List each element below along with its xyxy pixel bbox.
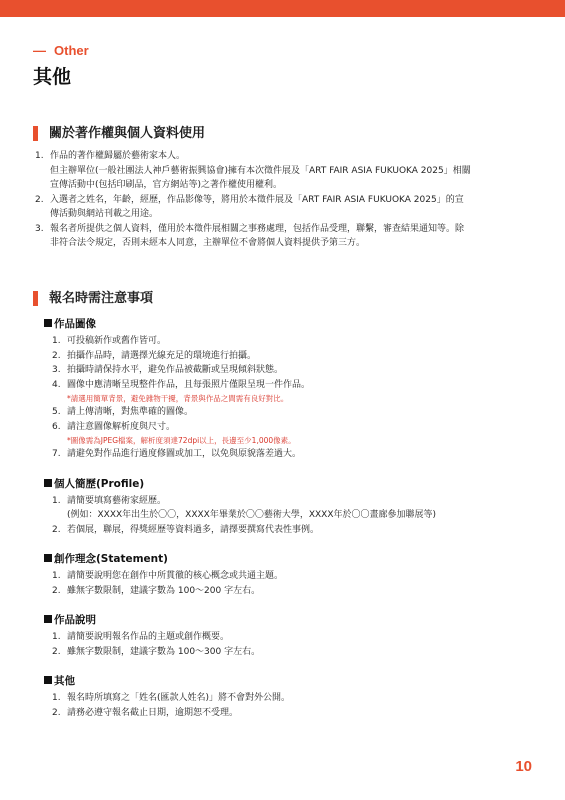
subsection-heading: [44, 316, 543, 332]
list-item: [50, 378, 543, 406]
list-item: [50, 420, 543, 448]
profile-list: [50, 494, 543, 538]
item-number: 2.: [52, 646, 61, 657]
square-bullet-icon: [44, 615, 52, 623]
copyright-section: [33, 125, 543, 251]
item-note: *請選用簡單背景，避免雜物干擾，背景與作品之間需有良好對比。: [67, 394, 289, 403]
description-subsection: [33, 612, 543, 659]
square-bullet-icon: [44, 479, 52, 487]
item-text: 請簡要說明報名作品的主題或創作概要。: [67, 632, 230, 642]
list-item: [50, 363, 543, 378]
notes-title-text: 報名時需注意事項: [49, 291, 154, 306]
other-subsection: [33, 673, 543, 720]
subsection-heading: [44, 476, 543, 492]
item-text: 圖像中應清晰呈現整件作品，且每張照片僅限呈現一件作品。: [67, 379, 311, 390]
list-item: [33, 222, 543, 251]
copyright-title-text: 關於著作權與個人資料使用: [49, 126, 206, 141]
item-number: 1.: [52, 632, 61, 642]
list-item: [50, 645, 543, 660]
list-item: [50, 523, 543, 538]
subsection-heading-text: 作品圖像: [54, 318, 96, 330]
item-text: 請注意圖像解析度與尺寸。: [67, 421, 176, 432]
other-list: [50, 691, 543, 720]
item-text: 拍攝時請保持水平，避免作品被截斷或呈現傾斜狀態。: [67, 365, 284, 375]
list-item: [50, 447, 543, 462]
item-text: 請上傳清晰，對焦準確的圖像。: [67, 407, 194, 417]
item-number: 2.: [52, 524, 61, 535]
profile-subsection: [33, 476, 543, 538]
item-text: 宣傳活動中(包括印刷品，官方網站等)之著作權使用權利。: [50, 180, 283, 190]
item-text: 請務必遵守報名截止日期，逾期恕不受理。: [67, 707, 239, 718]
item-text: 雖無字數限制，建議字數為 100～200 字左右。: [67, 585, 261, 596]
item-number: 2.: [52, 585, 61, 596]
item-number: 7.: [52, 449, 61, 459]
item-number: 4.: [52, 379, 61, 390]
description-list: [50, 630, 543, 659]
list-item: [50, 569, 543, 584]
item-number: 1.: [35, 151, 44, 161]
images-list: [50, 334, 543, 462]
item-text: 非符合法令規定，否則未經本人同意，主辦單位不會將個人資料提供予第三方。: [50, 238, 366, 248]
item-text: 報名者所提供之個人資料，僅用於本徵件展相關之事務處理，包括作品受理，聯繫，審查結果通知等。除: [50, 223, 465, 234]
item-number: 3.: [52, 365, 61, 375]
item-text: 報名時所填寫之「姓名(匯款人姓名)」將不會對外公開。: [67, 693, 291, 703]
item-text: 若個展，聯展，得獎經歷等資料過多，請擇要撰寫代表性事例。: [67, 524, 320, 535]
list-item: [33, 149, 543, 193]
subsection-heading-text: 個人簡歷(Profile): [54, 477, 145, 490]
item-text: 作品的著作權歸屬於藝術家本人。: [50, 151, 186, 161]
subsection-heading-text: 作品說明: [54, 614, 96, 626]
section-bar: [33, 291, 38, 306]
item-text: (例如：XXXX年出生於〇〇，XXXX年畢業於〇〇藝術大學，XXXX年於〇〇畫廊參加聯展等): [67, 510, 437, 520]
item-number: 1.: [52, 495, 61, 506]
subsection-heading: [44, 612, 543, 628]
subsection-heading: [44, 551, 543, 567]
list-item: [50, 405, 543, 420]
page-number: 10: [515, 758, 532, 775]
item-text: 請簡要說明您在創作中所貫徹的核心概念或共通主題。: [67, 571, 284, 581]
item-text: 雖無字數限制，建議字數為 100～300 字左右。: [67, 646, 261, 657]
item-text: 請簡要填寫藝術家經歷。: [67, 495, 167, 506]
item-number: 5.: [52, 407, 61, 417]
list-item: [50, 691, 543, 706]
item-text: 拍攝作品時，請選擇光線充足的環境進行拍攝。: [67, 350, 257, 361]
statement-subsection: [33, 551, 543, 598]
section-kicker: [33, 43, 89, 58]
subsection-heading-text: 創作理念(Statement): [54, 553, 168, 565]
list-item: [50, 706, 543, 721]
section-bar: [33, 126, 38, 141]
item-note: *圖像需為JPEG檔案，解析度須達72dpi以上，長邊至少1,000像素。: [67, 436, 296, 445]
list-item: [33, 193, 543, 222]
list-item: [50, 584, 543, 599]
list-item: [50, 334, 543, 349]
list-item: [50, 349, 543, 364]
notes-section: [33, 290, 543, 720]
item-number: 1.: [52, 693, 61, 703]
top-accent-bar: [0, 0, 565, 17]
item-number: 6.: [52, 421, 61, 432]
item-number: 1.: [52, 571, 61, 581]
item-number: 2.: [52, 350, 61, 361]
item-text: 請避免對作品進行過度修圖或加工，以免與原貌落差過大。: [67, 449, 302, 459]
item-number: 2.: [52, 707, 61, 718]
square-bullet-icon: [44, 554, 52, 562]
list-item: [50, 630, 543, 645]
item-text: 可投稿新作或舊作皆可。: [67, 336, 167, 346]
item-number: 3.: [35, 223, 44, 234]
item-text: 傳活動與網站刊載之用途。: [50, 209, 159, 219]
kicker-label: Other: [54, 43, 89, 58]
copyright-list: [33, 149, 543, 251]
square-bullet-icon: [44, 319, 52, 327]
kicker-dash: —: [33, 43, 46, 58]
page-title: 其他: [33, 66, 72, 88]
item-text: 入選者之姓名，年齡，經歷，作品影像等，將用於本徵件展及「ART FAIR ASIA FUKUOKA 2025」的宣: [50, 194, 464, 205]
subsection-heading-text: 其他: [54, 675, 75, 687]
images-subsection: [33, 316, 543, 462]
item-number: 2.: [35, 194, 44, 205]
copyright-title: [33, 125, 543, 143]
statement-list: [50, 569, 543, 598]
subsection-heading: [44, 673, 543, 689]
square-bullet-icon: [44, 676, 52, 684]
list-item: [50, 494, 543, 523]
item-text: 但主辦單位(一般社團法人神戶藝術振興協會)擁有本次徵件展及「ART FAIR ASIA FUKUOKA 2025」相關: [50, 165, 471, 176]
item-number: 1.: [52, 336, 61, 346]
notes-title: [33, 290, 543, 308]
